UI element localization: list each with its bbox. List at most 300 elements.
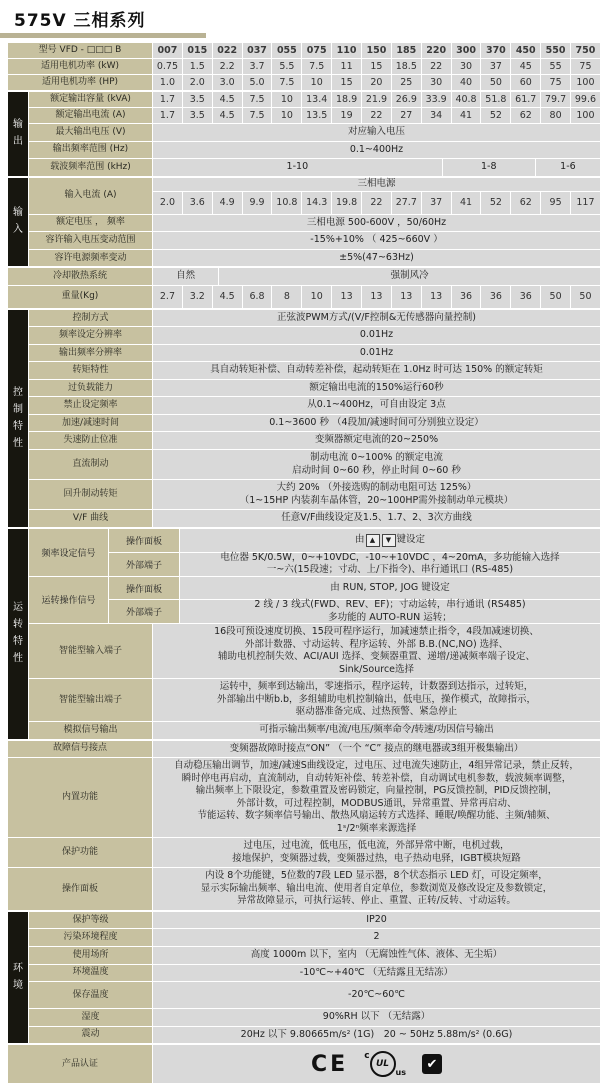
value-line: 电位器 5K/0.5W，0~+10VDC，-10~+10VDC ，4~20mA，多功能输入选择	[220, 551, 560, 563]
spec-row-label: 额定输出电流 (A)	[29, 108, 152, 123]
span-value-cell: 高度 1000m 以下，室内 （无腐蚀性气体、液体、无尘垢）	[153, 947, 600, 964]
column-header-cell: 150	[362, 43, 391, 58]
ce-mark-icon: CE	[311, 1051, 349, 1077]
spec-row-label: 重量(Kg)	[8, 286, 152, 308]
spec-sub-label: 操作面板	[109, 577, 179, 600]
value-cells	[153, 59, 600, 74]
span-value-cell: 可指示输出频率/电流/电压/频率命令/转速/功因信号输出	[153, 722, 600, 739]
certification-marks	[153, 1045, 600, 1083]
value-area	[153, 59, 600, 74]
value-cell: 40	[452, 75, 481, 90]
value-cell: 10	[272, 108, 301, 123]
multiline-value-cell	[153, 624, 600, 678]
spec-row	[29, 432, 600, 449]
value-line: 制动电流 0~100% 的额定电流	[310, 451, 443, 463]
spec-row-label: 环境温度	[29, 965, 152, 982]
value-line: 瞬时停电再启动，直流制动，自动转矩补偿、转差补偿，自动调试电机参数，载波频率调整，	[181, 772, 572, 784]
value-cell: 75	[541, 75, 570, 90]
spec-row-label: 保护等级	[29, 912, 152, 929]
value-line: 多功能的 AUTO-RUN 运转；	[328, 611, 452, 623]
value-cell: 37	[481, 59, 510, 74]
multiline-value-cell	[153, 480, 600, 509]
value-area	[153, 1045, 600, 1083]
value-line: 驱动器准备完成、过热预警、紧急停止	[295, 706, 458, 718]
value-cell: 3.0	[213, 75, 242, 90]
value-line: 16段可预设速度切换、15段可程序运行，加减速禁止指令，4段加减速切换、	[214, 626, 539, 638]
value-area	[153, 124, 600, 141]
span-value-cell: 由 RUN, STOP, JOG 键设定	[180, 577, 600, 600]
value-cell: 27.7	[392, 192, 421, 214]
column-header-cell: 450	[511, 43, 540, 58]
spec-row	[29, 250, 600, 267]
value-area	[153, 679, 600, 721]
span-value-cell: 从0.1~400Hz，可自由设定 3点	[153, 397, 600, 414]
spec-row	[29, 624, 600, 678]
value-cell: 52	[481, 108, 510, 123]
spec-row	[29, 982, 600, 1008]
spec-row-label: 转矩特性	[29, 362, 152, 379]
value-cell: 61.7	[511, 92, 540, 107]
value-cell: 21.9	[362, 92, 391, 107]
section-builtin	[8, 741, 600, 910]
value-area	[153, 480, 600, 509]
section-environment	[8, 912, 600, 1043]
value-cell: 36	[511, 286, 540, 308]
spec-row	[29, 108, 600, 123]
value-cell: 11	[332, 59, 361, 74]
value-cell: 22	[422, 59, 451, 74]
spec-row-label: 型号 VFD - □□□ B	[8, 43, 152, 58]
spec-row-label: 过负载能力	[29, 380, 152, 397]
value-line: 一~六(15段速；寸动、上/下指令)、串行通讯口 (RS-485)	[266, 564, 514, 576]
spec-row	[8, 838, 600, 867]
value-cell: 80	[541, 108, 570, 123]
spec-row	[29, 480, 600, 509]
value-cell: 41	[452, 108, 481, 123]
span-value-cell: 0.01Hz	[153, 327, 600, 344]
spec-row-label: 输出频率范围 (Hz)	[29, 142, 152, 159]
section-control	[8, 310, 600, 527]
spec-row	[29, 345, 600, 362]
section-model	[8, 43, 600, 90]
spec-row-label: 模拟信号输出	[29, 722, 152, 739]
multiline-value-cell	[153, 838, 600, 867]
spec-row-label: 回升制动转矩	[29, 480, 152, 509]
value-cell: 4.5	[213, 108, 242, 123]
value-cell: 7.5	[243, 108, 272, 123]
spec-row	[29, 415, 600, 432]
spec-row-label: 容许输入电压变动范围	[29, 232, 152, 249]
value-cell: 34	[422, 108, 451, 123]
span-value-cell: 1-10	[153, 159, 442, 176]
spec-row-label: 额定电压 ， 频率	[29, 215, 152, 232]
value-area	[153, 929, 600, 946]
value-cell: 0.75	[153, 59, 182, 74]
value-cell: 10	[302, 75, 331, 90]
value-cell: 1.7	[153, 108, 182, 123]
value-cell: 36	[481, 286, 510, 308]
value-cell: 10.8	[272, 192, 301, 214]
value-cell: 13	[362, 286, 391, 308]
value-area	[153, 982, 600, 1008]
span-value-cell: 对应输入电压	[153, 124, 600, 141]
value-line: 自动稳压输出调节，加速/减速S曲线设定，过电压、过电流失速防止，4组异常记录，禁止反转，	[174, 760, 579, 772]
value-line: 大约 20% （外接选购的制动电阻可达 125%）	[276, 482, 477, 494]
value-cell: 13	[422, 286, 451, 308]
spec-row	[29, 912, 600, 929]
spec-row	[8, 1045, 600, 1083]
spec-sub-label: 操作面板	[109, 529, 179, 552]
spec-row-label: 保存温度	[29, 982, 152, 1008]
value-cell: 5.5	[272, 59, 301, 74]
spec-sub-label: 外部端子	[109, 553, 179, 576]
spec-row	[29, 450, 600, 479]
column-header-cell: 185	[392, 43, 421, 58]
value-area	[180, 529, 600, 552]
spec-row	[8, 59, 600, 74]
span-value-cell: 三相电源 500-600V ，50/60Hz	[153, 215, 600, 232]
key-setting-cell	[180, 529, 600, 552]
value-area	[153, 327, 600, 344]
spec-row	[8, 758, 600, 837]
spec-row	[29, 215, 600, 232]
value-cell: 52	[481, 192, 510, 214]
value-line: 外部输出中断b.b，多组辅助电机控制输出，低电压，操作模式，故障指示，	[216, 693, 537, 705]
spec-row-label: 输出频率分辨率	[29, 345, 152, 362]
span-value-cell: 正弦波PWM方式/(V/F控制&无传感器向量控制)	[153, 310, 600, 327]
value-cell: 18.5	[392, 59, 421, 74]
column-header-cell: 300	[452, 43, 481, 58]
value-cell: 3.7	[243, 59, 272, 74]
span-value-cell: 0.1~400Hz	[153, 142, 600, 159]
value-cell: 8	[272, 286, 301, 308]
spec-row	[29, 397, 600, 414]
value-cell: 1.0	[153, 75, 182, 90]
spec-row	[29, 529, 600, 576]
value-cell: 100	[571, 75, 600, 90]
column-header-cell: 220	[422, 43, 451, 58]
multiline-value-cell	[153, 868, 600, 910]
value-cell: 4.9	[213, 192, 242, 214]
section-input	[8, 178, 600, 267]
value-cell: 50	[481, 75, 510, 90]
value-cells	[153, 192, 600, 214]
value-area	[153, 624, 600, 678]
section-output	[8, 92, 600, 176]
value-cell: 3.5	[183, 92, 212, 107]
multiline-value-cell	[153, 679, 600, 721]
spec-row-label: 频率设定分辨率	[29, 327, 152, 344]
span-value-cell: 额定输出电流的150%运行60秒	[153, 380, 600, 397]
section-sidebar-label: 控 制 特 性	[8, 310, 28, 527]
value-cell: 2.0	[153, 192, 182, 214]
value-cell: 13.4	[302, 92, 331, 107]
value-area	[153, 75, 600, 90]
value-cell: 2.0	[183, 75, 212, 90]
column-header-cell: 370	[481, 43, 510, 58]
value-area	[153, 142, 600, 159]
span-value-cell: 1-8	[443, 159, 535, 176]
value-area	[153, 965, 600, 982]
spec-row-label: 智能型输入端子	[29, 624, 152, 678]
value-cell: 41	[452, 192, 481, 214]
spec-row	[29, 380, 600, 397]
span-value-cell: 0.1~3600 秒 （4段加/减速时间可分别独立设定）	[153, 415, 600, 432]
value-line: 1ˢ/2ⁿ频率来源选择	[336, 822, 417, 834]
value-cell: 7.5	[302, 59, 331, 74]
spec-row-label: V/F 曲线	[29, 510, 152, 527]
value-area	[153, 1009, 600, 1026]
value-cell: 3.5	[183, 108, 212, 123]
value-area	[153, 397, 600, 414]
spec-row	[29, 159, 600, 176]
value-cells	[153, 75, 600, 90]
column-header-cell: 055	[272, 43, 301, 58]
value-area	[153, 758, 600, 837]
spec-row	[29, 124, 600, 141]
column-header-cell: 015	[183, 43, 212, 58]
spec-row-label: 污染环境程度	[29, 929, 152, 946]
spec-sub-label: 外部端子	[109, 600, 179, 623]
span-value-cell: 1-6	[536, 159, 600, 176]
value-area	[153, 947, 600, 964]
value-area	[180, 553, 600, 576]
spec-row-label: 产品认证	[8, 1045, 152, 1083]
value-cell: 15	[362, 59, 391, 74]
value-area	[153, 159, 600, 176]
value-cell: 37	[422, 192, 451, 214]
spec-row	[8, 286, 600, 308]
spec-row	[29, 965, 600, 982]
value-area	[153, 92, 600, 107]
spec-row	[8, 741, 600, 758]
spec-row	[29, 929, 600, 946]
value-cell: 14.3	[302, 192, 331, 214]
spec-row-label: 冷却散热系统	[8, 268, 152, 285]
span-value-cell: 具自动转矩补偿、自动转差补偿，起动转矩在 1.0Hz 时可达 150% 的额定转矩	[153, 362, 600, 379]
span-value-cell: 20Hz 以下 9.80665m/s² (1G) 20 ~ 50Hz 5.88m/s² (0.6G)	[153, 1027, 600, 1044]
value-cell: 7.5	[243, 92, 272, 107]
key-setting-line: 由 ▲ ▼ 键设定	[354, 533, 426, 545]
value-area	[153, 362, 600, 379]
spec-row-label: 湿度	[29, 1009, 152, 1026]
span-value-cell: 强制风冷	[219, 268, 600, 285]
value-line: 外部计数器、寸动运转、程序运转、外部 B.B.(NC,NO) 选择、	[244, 638, 509, 650]
value-area	[153, 178, 600, 214]
column-header-cell: 022	[213, 43, 242, 58]
column-header-cell: 750	[571, 43, 600, 58]
spec-row	[29, 722, 600, 739]
value-cell: 30	[422, 75, 451, 90]
spec-row-label: 直流制动	[29, 450, 152, 479]
value-cell: 75	[571, 59, 600, 74]
value-area	[153, 741, 600, 758]
spec-row-label: 容许电源频率变动	[29, 250, 152, 267]
value-area	[153, 380, 600, 397]
span-value-cell: 变频器故障时接点“ON” （一个 “C” 接点的继电器或3组开极集输出）	[153, 741, 600, 758]
section-sidebar-label: 输 出	[8, 92, 28, 176]
column-header-cell: 075	[302, 43, 331, 58]
value-cell: 40.8	[452, 92, 481, 107]
spec-row	[29, 577, 600, 624]
value-cell: 10	[272, 92, 301, 107]
value-cell: 33.9	[422, 92, 451, 107]
span-value-cell: -15%+10% （ 425~660V ）	[153, 232, 600, 249]
spec-row-label: 内置功能	[8, 758, 152, 837]
value-area	[153, 838, 600, 867]
value-cell: 26.9	[392, 92, 421, 107]
value-area	[153, 215, 600, 232]
value-area	[153, 268, 600, 285]
value-cell: 4.5	[213, 92, 242, 107]
value-line: 显示实际输出频率、输出电流、使用者自定单位，参数浏览及修改设定及参数锁定，	[200, 882, 553, 894]
value-cell: 5.0	[243, 75, 272, 90]
column-header-cell: 007	[153, 43, 182, 58]
span-value-cell: ±5%(47~63Hz)	[153, 250, 600, 267]
value-cell: 2.7	[153, 286, 182, 308]
value-line: 2 线 / 3 线式(FWD、REV、EF)；寸动运转，串行通讯 (RS485)	[254, 599, 526, 611]
value-area	[180, 577, 600, 600]
spec-row-label: 频率设定信号	[29, 529, 108, 576]
value-cell: 22	[362, 192, 391, 214]
span-value-cell: IP20	[153, 912, 600, 929]
spec-row-label: 禁止设定频率	[29, 397, 152, 414]
spec-row	[8, 75, 600, 90]
value-cell: 20	[362, 75, 391, 90]
spec-row	[29, 327, 600, 344]
spec-row	[29, 232, 600, 249]
spec-row	[29, 1009, 600, 1026]
column-header-cell: 550	[541, 43, 570, 58]
spec-row-label: 最大输出电压 (V)	[29, 124, 152, 141]
spec-row-label: 额定输出容量 (kVA)	[29, 92, 152, 107]
value-area	[153, 232, 600, 249]
span-value-cell: 90%RH 以下 （无结露）	[153, 1009, 600, 1026]
spec-row	[8, 868, 600, 910]
column-header-cell: 110	[332, 43, 361, 58]
value-line: 内设 8个功能键，5位数的7段 LED 显示器，8个状态指示 LED 灯，可设定频率，	[205, 870, 548, 882]
spec-row-label: 震动	[29, 1027, 152, 1044]
value-cell: 2.2	[213, 59, 242, 74]
value-line: 输出频率上下限设定，参数重置及密码锁定，向量控制，PG反馈控制，PID反馈控制，	[195, 785, 558, 797]
value-cell: 19	[332, 108, 361, 123]
spec-row	[29, 142, 600, 159]
value-cell: 1.7	[153, 92, 182, 107]
multiline-value-cell	[153, 450, 600, 479]
section-sidebar-label: 运 转 特 性	[8, 529, 28, 739]
spec-row-label: 加速/减速时间	[29, 415, 152, 432]
value-line: Sink/Source选择	[338, 663, 415, 675]
spec-row-label: 载波频率范围 (kHz)	[29, 159, 152, 176]
spec-row-label: 控制方式	[29, 310, 152, 327]
title-block	[0, 0, 604, 40]
up-arrow-key-icon: ▲	[366, 534, 380, 547]
value-cell: 13	[392, 286, 421, 308]
spec-row-label: 保护功能	[8, 838, 152, 867]
value-cell: 1.5	[183, 59, 212, 74]
span-value-cell: 变频器额定电流的20~250%	[153, 432, 600, 449]
spec-row-label: 故障信号接点	[8, 741, 152, 758]
spec-row-label: 运转操作信号	[29, 577, 108, 624]
spec-sub-row	[109, 529, 600, 552]
value-cell: 36	[452, 286, 481, 308]
spec-row	[29, 310, 600, 327]
spec-row	[29, 947, 600, 964]
spec-row	[29, 510, 600, 527]
page-title: 575V 三相系列	[14, 11, 146, 31]
c-tick-mark-icon: ✔	[422, 1054, 442, 1074]
value-area	[153, 250, 600, 267]
value-area	[153, 310, 600, 327]
value-area	[153, 450, 600, 479]
section-cooling	[8, 268, 600, 308]
value-cell: 62	[511, 192, 540, 214]
section-operation	[8, 529, 600, 739]
title-underline-bar	[0, 33, 206, 38]
value-area	[153, 868, 600, 910]
spec-row-label: 输入电流 (A)	[29, 178, 152, 214]
value-cell: 3.2	[183, 286, 212, 308]
value-cell: 79.7	[541, 92, 570, 107]
value-cell: 6.8	[243, 286, 272, 308]
span-value-cell: -10℃~+40℃ （无结露且无结冻）	[153, 965, 600, 982]
value-area	[153, 43, 600, 58]
value-cell: 51.8	[481, 92, 510, 107]
value-line: 过电压，过电流，低电压，低电流，外部异常中断，电机过载，	[243, 840, 510, 852]
span-value-cell: -20℃~60℃	[153, 982, 600, 1008]
value-cell: 4.5	[213, 286, 242, 308]
spec-sub-row	[109, 553, 600, 576]
spec-row	[29, 679, 600, 721]
multiline-value-cell	[180, 553, 600, 576]
value-cell: 117	[571, 192, 600, 214]
spec-row-label: 使用场所	[29, 947, 152, 964]
value-line: 外部计数，可过程控制，MODBUS通讯，异常重置、异常再启动、	[236, 797, 517, 809]
value-line: （1~15HP 内装刹车晶体管，20~100HP需外接制动单元模块）	[239, 494, 514, 506]
value-cell: 55	[541, 59, 570, 74]
value-cell: 25	[392, 75, 421, 90]
value-area	[153, 722, 600, 739]
value-area	[180, 600, 600, 623]
down-arrow-key-icon: ▼	[382, 534, 396, 547]
value-cells	[153, 286, 600, 308]
value-line: 异常故障显示，可执行运转、停止、重置、正转/反转、寸动运转。	[237, 895, 516, 907]
value-area	[153, 345, 600, 362]
spec-table	[0, 40, 604, 1089]
spec-sub-row	[109, 577, 600, 600]
value-cell: 99.6	[571, 92, 600, 107]
span-value-cell: 任意V/F曲线设定及1.5、1.7、2、3次方曲线	[153, 510, 600, 527]
value-cells	[153, 43, 600, 58]
span-value-cell: 自然	[153, 268, 218, 285]
section-certification	[8, 1045, 600, 1083]
spec-row	[29, 178, 600, 214]
value-line: 节能运转、数字频率信号输出、散热风扇运转方式选择、睡眠/唤醒功能、主频/辅频、	[197, 810, 556, 822]
value-cells	[153, 92, 600, 107]
group-header-cell: 三相电源	[153, 178, 600, 191]
value-cell: 95	[541, 192, 570, 214]
value-cell: 3.6	[183, 192, 212, 214]
value-area	[153, 912, 600, 929]
value-area	[153, 286, 600, 308]
value-cell: 100	[571, 108, 600, 123]
multiline-value-cell	[153, 758, 600, 837]
cul-us-mark-icon: c UL us	[364, 1051, 406, 1078]
value-area	[153, 108, 600, 123]
value-line: 辅助电机控制失效、ACI/AUI 选择、变频器重置、递增/递减频率端子设定、	[218, 651, 535, 663]
value-cells	[153, 108, 600, 123]
spec-row	[8, 43, 600, 58]
